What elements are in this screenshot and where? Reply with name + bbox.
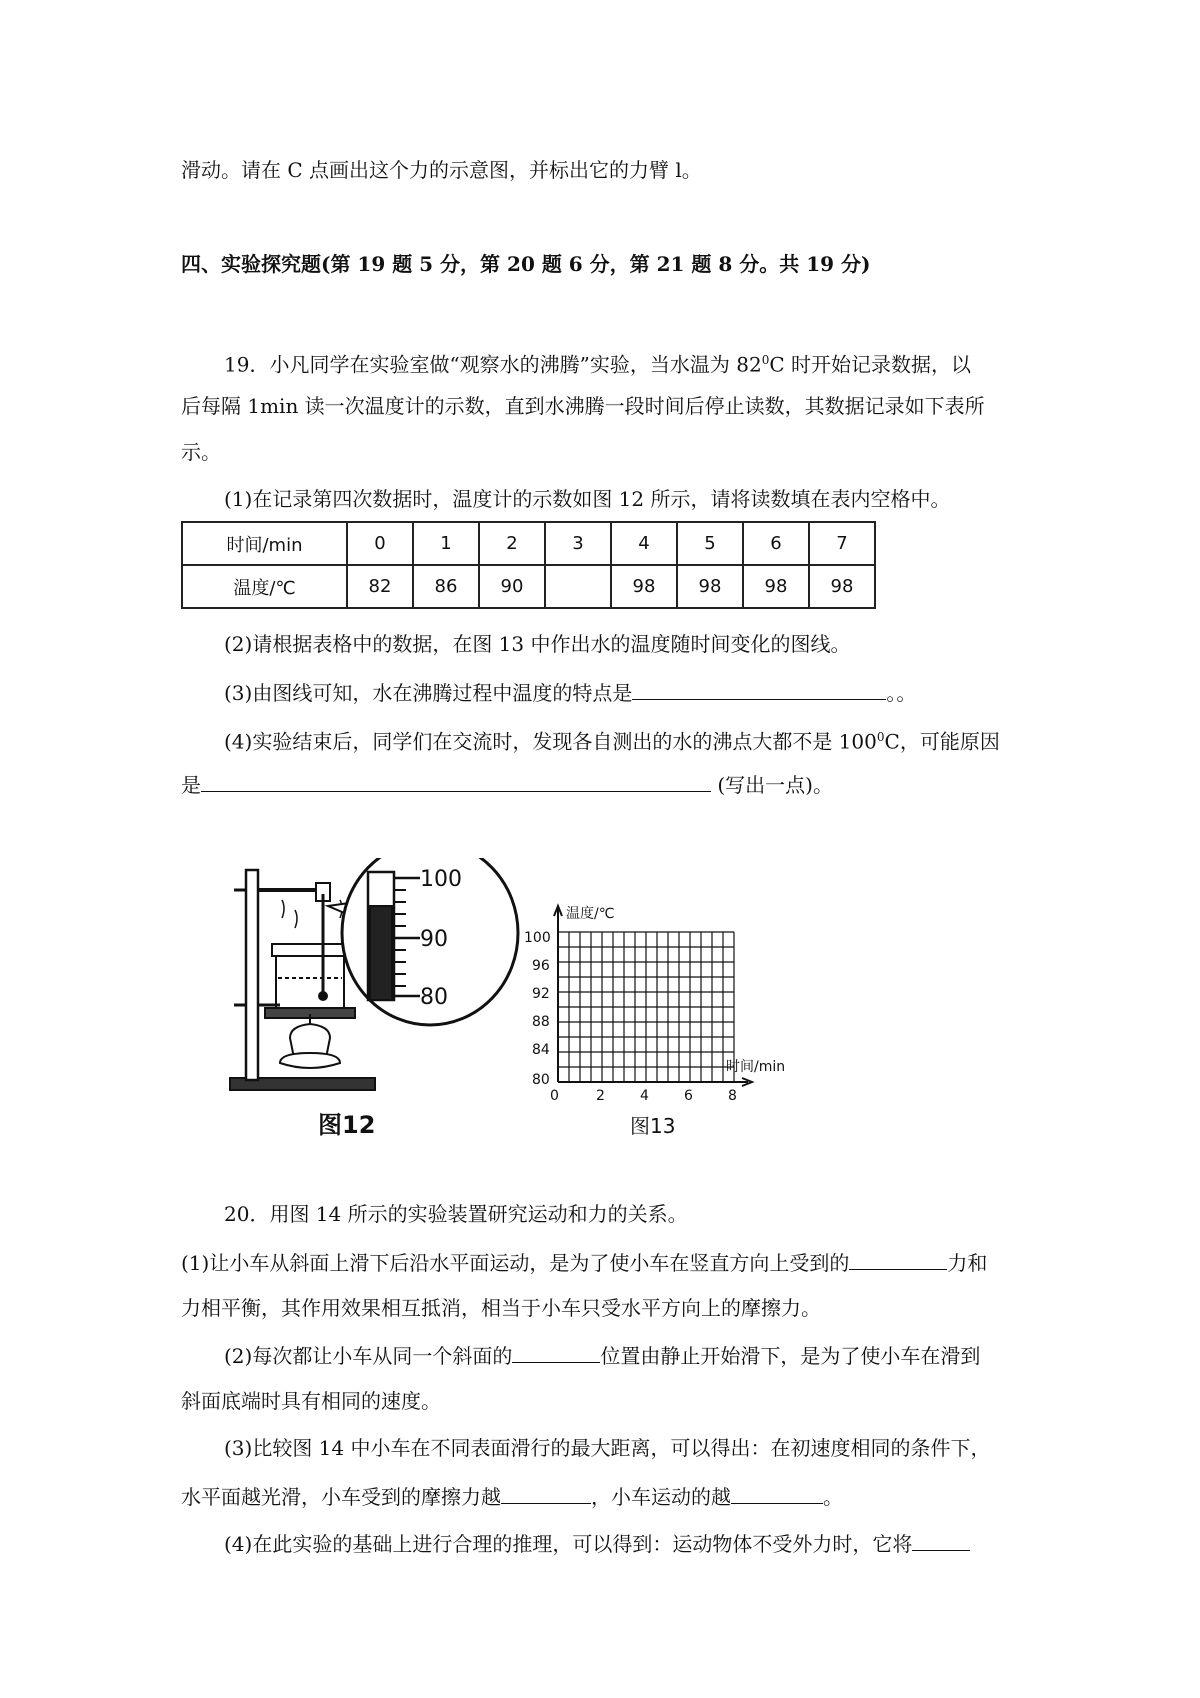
answer-blank[interactable] bbox=[632, 677, 886, 700]
answer-blank[interactable] bbox=[731, 1481, 823, 1504]
q19-part-3: (3)由图线可知，水在沸腾过程中温度的特点是 。。 bbox=[224, 677, 916, 707]
table-cell: 3 bbox=[545, 522, 611, 565]
q20-part-1-cont: 力相平衡，其作用效果相互抵消，相当于小车只受水平方向上的摩擦力。 bbox=[181, 1296, 821, 1320]
answer-blank[interactable] bbox=[512, 1340, 600, 1363]
q19-line-2: 后每隔 1min 读一次温度计的示数，直到水沸腾一段时间后停止读数，其数据记录如下表所 bbox=[181, 394, 985, 418]
table-header-time: 时间/min bbox=[182, 522, 347, 565]
fig13-y-label: 温度/℃ bbox=[566, 906, 615, 922]
y-tick: 92 bbox=[532, 986, 550, 1002]
q19-part-1: (1)在记录第四次数据时，温度计的示数如图 12 所示，请将读数填在表内空格中。 bbox=[224, 487, 951, 511]
thermo-tick-100: 100 bbox=[420, 867, 462, 892]
table-cell: 98 bbox=[809, 565, 875, 608]
y-tick: 80 bbox=[532, 1072, 550, 1088]
x-tick: 8 bbox=[728, 1088, 737, 1104]
section-heading: 四、实验探究题(第 19 题 5 分，第 20 题 6 分，第 21 题 8 分。共 19 分) bbox=[181, 252, 871, 276]
table-row bbox=[182, 522, 875, 565]
q20-part-4: (4)在此实验的基础上进行合理的推理，可以得到：运动物体不受外力时，它将 bbox=[224, 1528, 970, 1558]
answer-blank[interactable] bbox=[912, 1528, 970, 1551]
table-cell: 5 bbox=[677, 522, 743, 565]
fig13-x-label: 时间/min bbox=[726, 1059, 786, 1075]
fig12-caption: 图12 bbox=[318, 1111, 376, 1139]
fig13-grid bbox=[520, 898, 820, 1138]
q19-part-4-cont: 是 (写出一点)。 bbox=[181, 769, 833, 799]
thermo-tick-90: 90 bbox=[420, 927, 448, 952]
y-tick: 96 bbox=[532, 958, 550, 974]
table-cell: 98 bbox=[743, 565, 809, 608]
y-tick: 84 bbox=[532, 1042, 550, 1058]
q19-part-4: (4)实验结束后，同学们在交流时，发现各自测出的水的沸点大都不是 $100^0C$，可能原因 bbox=[224, 729, 1000, 754]
x-tick: 6 bbox=[684, 1088, 693, 1104]
y-tick: 100 bbox=[524, 930, 551, 946]
q20-part-3-cont: 水平面越光滑，小车受到的摩擦力越 ，小车运动的越 。 bbox=[181, 1481, 843, 1511]
x-tick: 2 bbox=[596, 1088, 605, 1104]
q20-part-3: (3)比较图 14 中小车在不同表面滑行的最大距离，可以得出：在初速度相同的条件下， bbox=[224, 1436, 991, 1460]
table-cell: 7 bbox=[809, 522, 875, 565]
table-cell-blank[interactable] bbox=[545, 565, 611, 608]
answer-blank[interactable] bbox=[501, 1481, 591, 1504]
table-cell: 2 bbox=[479, 522, 545, 565]
y-tick: 88 bbox=[532, 1014, 550, 1030]
table-header-temp: 温度/℃ bbox=[182, 565, 347, 608]
table-row bbox=[182, 565, 875, 608]
table-cell: 98 bbox=[611, 565, 677, 608]
x-tick: 0 bbox=[550, 1088, 559, 1104]
q20-part-1: (1)让小车从斜面上滑下后沿水平面运动，是为了使小车在竖直方向上受到的 力和 bbox=[181, 1247, 987, 1277]
table-cell: 98 bbox=[677, 565, 743, 608]
table-cell: 82 bbox=[347, 565, 413, 608]
q20-part-2: (2)每次都让小车从同一个斜面的 位置由静止开始滑下，是为了使小车在滑到 bbox=[224, 1340, 980, 1370]
q19-line-1: 19．小凡同学在实验室做“观察水的沸腾”实验，当水温为 $82^0C$ 时开始记录数据，以 bbox=[224, 352, 972, 377]
table-cell: 1 bbox=[413, 522, 479, 565]
table-cell: 4 bbox=[611, 522, 677, 565]
table-cell: 90 bbox=[479, 565, 545, 608]
x-tick: 4 bbox=[640, 1088, 649, 1104]
table-cell: 6 bbox=[743, 522, 809, 565]
fig12-apparatus bbox=[220, 858, 520, 1118]
thermo-tick-80: 80 bbox=[420, 985, 448, 1010]
answer-blank[interactable] bbox=[201, 769, 711, 792]
q20-part-2-cont: 斜面底端时具有相同的速度。 bbox=[181, 1389, 441, 1413]
q20-intro: 20．用图 14 所示的实验装置研究运动和力的关系。 bbox=[224, 1202, 688, 1226]
data-table bbox=[181, 521, 876, 609]
q19-part-2: (2)请根据表格中的数据，在图 13 中作出水的温度随时间变化的图线。 bbox=[224, 632, 851, 656]
table-cell: 0 bbox=[347, 522, 413, 565]
answer-blank[interactable] bbox=[849, 1247, 947, 1270]
fig13-caption: 图13 bbox=[630, 1114, 676, 1138]
intro-line: 滑动。请在 C 点画出这个力的示意图，并标出它的力臂 l。 bbox=[181, 158, 702, 182]
table-cell: 86 bbox=[413, 565, 479, 608]
q19-line-3: 示。 bbox=[181, 440, 221, 464]
